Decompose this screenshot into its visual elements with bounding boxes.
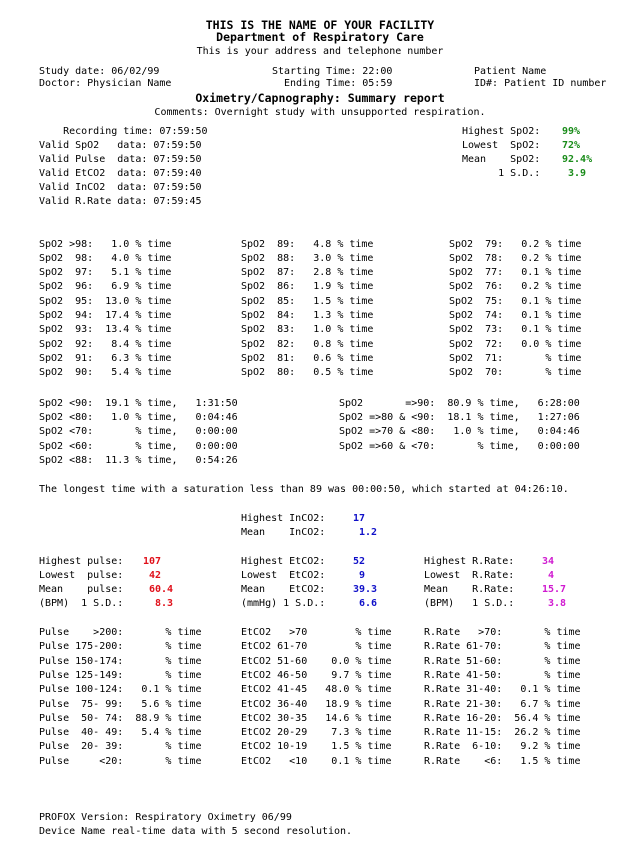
spo2-dist-row: SpO2 97: 5.1 % time xyxy=(39,267,172,278)
spo2-dist-row: SpO2 86: 1.9 % time xyxy=(241,281,374,292)
spo2-dist-row: SpO2 90: 5.4 % time xyxy=(39,367,172,378)
spo2-dist-row: SpO2 82: 0.8 % time xyxy=(241,339,374,350)
spo2-dist-row: SpO2 78: 0.2 % time xyxy=(449,253,582,264)
recording-line: Valid R.Rate data: 07:59:45 xyxy=(39,196,202,207)
spo2-threshold-row: SpO2 <80: 1.0 % time, 0:04:46 xyxy=(39,412,238,423)
recording-line: Valid EtCO2 data: 07:59:40 xyxy=(39,168,202,179)
spo2-threshold-row: SpO2 =>60 & <70: % time, 0:00:00 xyxy=(339,441,580,452)
etco2-dist-row: EtCO2 41-45 48.0 % time xyxy=(241,684,392,695)
rr-label: Lowest R.Rate: xyxy=(424,570,515,581)
spo2-dist-row: SpO2 74: 0.1 % time xyxy=(449,310,582,321)
longest-desaturation-note: The longest time with a saturation less than 89 was 00:00:50, which started at 04:26:10. xyxy=(39,484,569,495)
etco2-dist-row: EtCO2 51-60 0.0 % time xyxy=(241,656,392,667)
spo2-summary-label: Highest SpO2: xyxy=(462,126,541,137)
pulse-dist-row: Pulse 40- 49: 5.4 % time xyxy=(39,727,202,738)
etco2-dist-row: EtCO2 46-50 9.7 % time xyxy=(241,670,392,681)
spo2-summary-value: 92.4% xyxy=(562,154,593,165)
spo2-dist-row: SpO2 96: 6.9 % time xyxy=(39,281,172,292)
spo2-dist-row: SpO2 98: 4.0 % time xyxy=(39,253,172,264)
spo2-dist-row: SpO2 87: 2.8 % time xyxy=(241,267,374,278)
spo2-dist-row: SpO2 91: 6.3 % time xyxy=(39,353,172,364)
spo2-summary-value: 72% xyxy=(562,140,581,151)
pulse-dist-row: Pulse 175-200: % time xyxy=(39,641,202,652)
etco2-label: Highest EtCO2: xyxy=(241,556,326,567)
pulse-value: 8.3 xyxy=(155,598,174,609)
spo2-dist-row: SpO2 77: 0.1 % time xyxy=(449,267,582,278)
spo2-dist-row: SpO2 70: % time xyxy=(449,367,582,378)
etco2-dist-row: EtCO2 10-19 1.5 % time xyxy=(241,741,392,752)
rr-dist-row: R.Rate 51-60: % time xyxy=(424,656,581,667)
spo2-dist-row: SpO2 89: 4.8 % time xyxy=(241,239,374,250)
pulse-dist-row: Pulse 125-149: % time xyxy=(39,670,202,681)
spo2-dist-row: SpO2 94: 17.4 % time xyxy=(39,310,172,321)
rr-label: (BPM) 1 S.D.: xyxy=(424,598,515,609)
start-time: Starting Time: 22:00 xyxy=(272,66,393,77)
spo2-dist-row: SpO2 76: 0.2 % time xyxy=(449,281,582,292)
spo2-dist-row: SpO2 85: 1.5 % time xyxy=(241,296,374,307)
inco2-value: 17 xyxy=(353,513,366,524)
recording-line: Valid InCO2 data: 07:59:50 xyxy=(39,182,202,193)
spo2-threshold-row: SpO2 <88: 11.3 % time, 0:54:26 xyxy=(39,455,238,466)
report-comments: Comments: Overnight study with unsupported respiration. xyxy=(154,107,486,118)
department-name: Department of Respiratory Care xyxy=(216,30,424,44)
spo2-threshold-row: SpO2 =>70 & <80: 1.0 % time, 0:04:46 xyxy=(339,426,580,437)
spo2-dist-row: SpO2 71: % time xyxy=(449,353,582,364)
spo2-summary-value: 99% xyxy=(562,126,581,137)
pulse-label: Lowest pulse: xyxy=(39,570,124,581)
doctor-name: Doctor: Physician Name xyxy=(39,78,172,89)
end-time: Ending Time: 05:59 xyxy=(284,78,393,89)
recording-line: Valid Pulse data: 07:59:50 xyxy=(39,154,202,165)
spo2-threshold-row: SpO2 <70: % time, 0:00:00 xyxy=(39,426,238,437)
pulse-value: 107 xyxy=(143,556,162,567)
spo2-dist-row: SpO2 84: 1.3 % time xyxy=(241,310,374,321)
etco2-value: 39.3 xyxy=(353,584,378,595)
spo2-dist-row: SpO2 92: 8.4 % time xyxy=(39,339,172,350)
rr-dist-row: R.Rate 31-40: 0.1 % time xyxy=(424,684,581,695)
rr-dist-row: R.Rate 16-20: 56.4 % time xyxy=(424,713,581,724)
spo2-threshold-row: SpO2 <60: % time, 0:00:00 xyxy=(39,441,238,452)
recording-line: Recording time: 07:59:50 xyxy=(39,126,208,137)
device-info: Device Name real-time data with 5 second resolution. xyxy=(39,826,353,837)
etco2-value: 6.6 xyxy=(359,598,378,609)
spo2-dist-row: SpO2 75: 0.1 % time xyxy=(449,296,582,307)
rr-dist-row: R.Rate 21-30: 6.7 % time xyxy=(424,699,581,710)
etco2-value: 9 xyxy=(359,570,366,581)
spo2-dist-row: SpO2 95: 13.0 % time xyxy=(39,296,172,307)
rr-label: Mean R.Rate: xyxy=(424,584,515,595)
rr-dist-row: R.Rate 61-70: % time xyxy=(424,641,581,652)
software-version: PROFOX Version: Respiratory Oximetry 06/99 xyxy=(39,812,292,823)
rr-dist-row: R.Rate 6-10: 9.2 % time xyxy=(424,741,581,752)
spo2-summary-value: 3.9 xyxy=(568,168,587,179)
spo2-dist-row: SpO2 79: 0.2 % time xyxy=(449,239,582,250)
spo2-dist-row: SpO2 72: 0.0 % time xyxy=(449,339,582,350)
pulse-dist-row: Pulse <20: % time xyxy=(39,756,202,767)
pulse-dist-row: Pulse 150-174: % time xyxy=(39,656,202,667)
etco2-dist-row: EtCO2 <10 0.1 % time xyxy=(241,756,392,767)
study-date: Study date: 06/02/99 xyxy=(39,66,160,77)
inco2-label: Highest InCO2: xyxy=(241,513,326,524)
patient-name: Patient Name xyxy=(474,66,547,77)
rr-value: 15.7 xyxy=(542,584,567,595)
patient-id: ID#: Patient ID number xyxy=(474,78,607,89)
rr-value: 4 xyxy=(548,570,555,581)
rr-value: 34 xyxy=(542,556,555,567)
etco2-dist-row: EtCO2 61-70 % time xyxy=(241,641,392,652)
spo2-threshold-row: SpO2 =>80 & <90: 18.1 % time, 1:27:06 xyxy=(339,412,580,423)
facility-name: THIS IS THE NAME OF YOUR FACILITY xyxy=(205,18,435,32)
inco2-label: Mean InCO2: xyxy=(241,527,326,538)
inco2-value: 1.2 xyxy=(359,527,378,538)
pulse-dist-row: Pulse 20- 39: % time xyxy=(39,741,202,752)
spo2-summary-label: Mean SpO2: xyxy=(462,154,541,165)
pulse-label: Mean pulse: xyxy=(39,584,124,595)
spo2-dist-row: SpO2 81: 0.6 % time xyxy=(241,353,374,364)
etco2-dist-row: EtCO2 20-29 7.3 % time xyxy=(241,727,392,738)
spo2-dist-row: SpO2 >98: 1.0 % time xyxy=(39,239,172,250)
etco2-dist-row: EtCO2 >70 % time xyxy=(241,627,392,638)
spo2-dist-row: SpO2 93: 13.4 % time xyxy=(39,324,172,335)
recording-line: Valid SpO2 data: 07:59:50 xyxy=(39,140,202,151)
pulse-dist-row: Pulse 50- 74: 88.9 % time xyxy=(39,713,202,724)
pulse-label: (BPM) 1 S.D.: xyxy=(39,598,124,609)
pulse-value: 42 xyxy=(149,570,162,581)
pulse-label: Highest pulse: xyxy=(39,556,124,567)
rr-dist-row: R.Rate <6: 1.5 % time xyxy=(424,756,581,767)
etco2-label: Mean EtCO2: xyxy=(241,584,326,595)
facility-address: This is your address and telephone number xyxy=(196,46,444,57)
etco2-dist-row: EtCO2 30-35 14.6 % time xyxy=(241,713,392,724)
etco2-label: (mmHg) 1 S.D.: xyxy=(241,598,326,609)
etco2-value: 52 xyxy=(353,556,366,567)
pulse-dist-row: Pulse >200: % time xyxy=(39,627,202,638)
spo2-dist-row: SpO2 80: 0.5 % time xyxy=(241,367,374,378)
spo2-threshold-row: SpO2 <90: 19.1 % time, 1:31:50 xyxy=(39,398,238,409)
rr-dist-row: R.Rate 41-50: % time xyxy=(424,670,581,681)
spo2-summary-label: 1 S.D.: xyxy=(462,168,541,179)
spo2-dist-row: SpO2 83: 1.0 % time xyxy=(241,324,374,335)
pulse-value: 60.4 xyxy=(149,584,174,595)
etco2-dist-row: EtCO2 36-40 18.9 % time xyxy=(241,699,392,710)
spo2-dist-row: SpO2 88: 3.0 % time xyxy=(241,253,374,264)
report-title: Oximetry/Capnography: Summary report xyxy=(195,91,445,105)
rr-label: Highest R.Rate: xyxy=(424,556,515,567)
etco2-label: Lowest EtCO2: xyxy=(241,570,326,581)
pulse-dist-row: Pulse 100-124: 0.1 % time xyxy=(39,684,202,695)
rr-dist-row: R.Rate 11-15: 26.2 % time xyxy=(424,727,581,738)
rr-value: 3.8 xyxy=(548,598,567,609)
rr-dist-row: R.Rate >70: % time xyxy=(424,627,581,638)
spo2-dist-row: SpO2 73: 0.1 % time xyxy=(449,324,582,335)
spo2-summary-label: Lowest SpO2: xyxy=(462,140,541,151)
pulse-dist-row: Pulse 75- 99: 5.6 % time xyxy=(39,699,202,710)
spo2-threshold-row: SpO2 =>90: 80.9 % time, 6:28:00 xyxy=(339,398,580,409)
